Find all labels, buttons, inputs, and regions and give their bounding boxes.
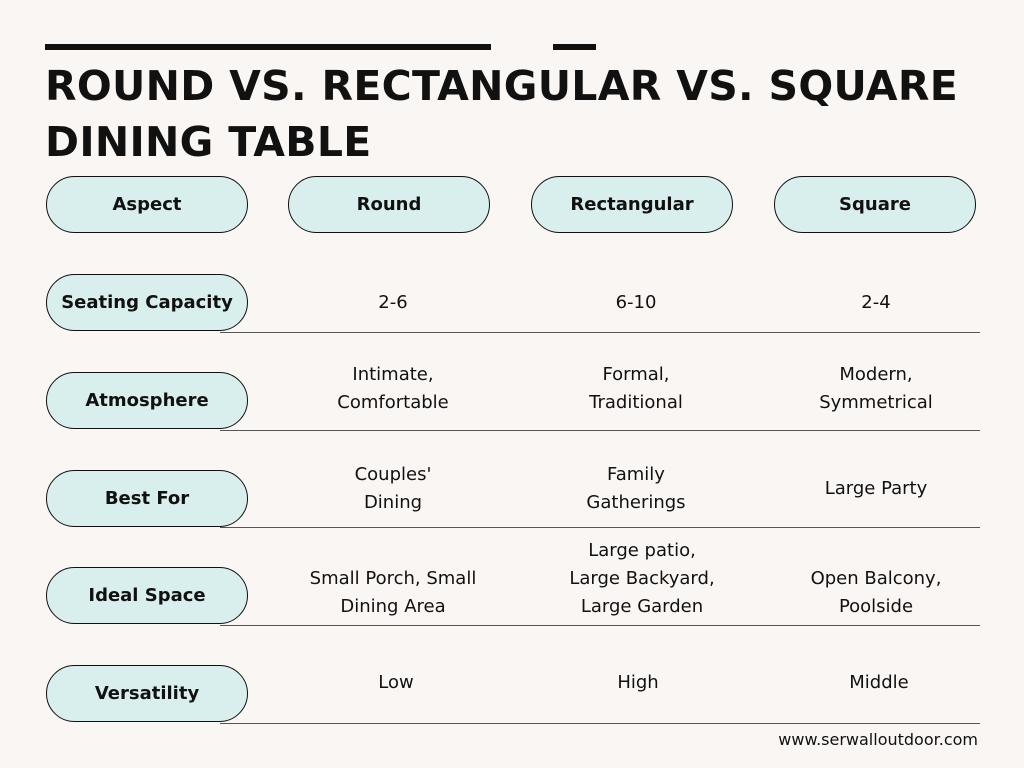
cell-square: Open Balcony, Poolside xyxy=(810,568,942,617)
cell-rectangular: Family Gatherings xyxy=(586,464,686,513)
row-label-best-for: Best For xyxy=(46,470,248,527)
title-line-2: DINING TABLE xyxy=(45,118,372,166)
cell-round: Low xyxy=(378,672,414,693)
row-label-seating-capacity: Seating Capacity xyxy=(46,274,248,331)
cell-round: Small Porch, Small Dining Area xyxy=(309,568,477,617)
cell-rectangular: Formal, Traditional xyxy=(589,364,683,413)
row-divider xyxy=(220,723,980,724)
title-line-1: ROUND VS. RECTANGULAR VS. SQUARE xyxy=(45,62,959,110)
cell-square: Middle xyxy=(849,672,909,693)
cell-round: Intimate, Comfortable xyxy=(337,364,449,413)
cell-square: 2-4 xyxy=(861,291,891,313)
cell-rectangular: 6-10 xyxy=(615,291,657,313)
decorative-bar-short xyxy=(553,44,596,50)
cell-rectangular: High xyxy=(617,672,659,693)
header-square: Square xyxy=(774,176,976,233)
row-divider xyxy=(220,430,980,431)
cell-round: 2-6 xyxy=(378,291,408,313)
cell-square: Modern, Symmetrical xyxy=(819,364,933,413)
row-label-ideal-space: Ideal Space xyxy=(46,567,248,624)
cell-round: Couples' Dining xyxy=(354,464,432,513)
website-url: www.serwalloutdoor.com xyxy=(778,730,978,749)
page-title xyxy=(45,58,1005,170)
cell-rectangular: Large patio, Large Backyard, Large Garden xyxy=(569,540,715,617)
row-label-atmosphere: Atmosphere xyxy=(46,372,248,429)
row-label-versatility: Versatility xyxy=(46,665,248,722)
row-divider xyxy=(220,527,980,528)
decorative-bar-long xyxy=(45,44,491,50)
cell-square: Large Party xyxy=(824,478,928,499)
row-divider xyxy=(220,332,980,333)
header-aspect: Aspect xyxy=(46,176,248,233)
header-rectangular: Rectangular xyxy=(531,176,733,233)
header-round: Round xyxy=(288,176,490,233)
